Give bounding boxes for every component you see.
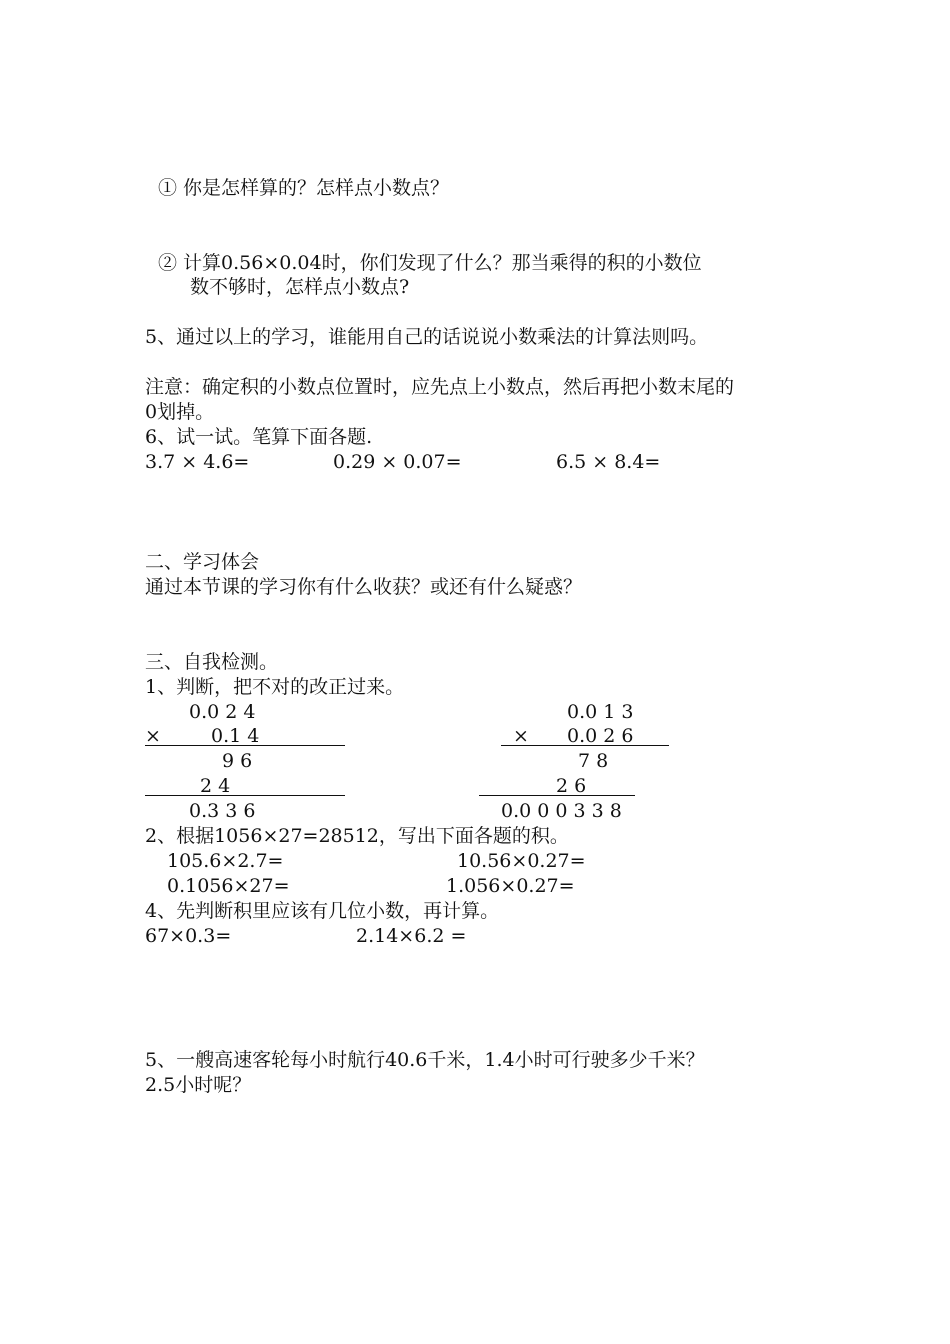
calc-a-partial-1: 9 6 (222, 750, 253, 772)
decimal-places-question: 4、先判断积里应该有几位小数，再计算。 (145, 900, 500, 922)
product-item-4: 1.056×0.27= (446, 875, 575, 897)
word-problem-line2: 2.5小时呢？ (145, 1074, 252, 1096)
note-line2: 0划掉。 (145, 401, 215, 423)
decimal-item-1: 67×0.3= (145, 925, 232, 947)
calc-b-multiplier: 0.0 2 6 (567, 725, 634, 747)
item-5: 5、通过以上的学习，谁能用自己的话说说小数乘法的计算法则吗。 (145, 326, 709, 348)
product-item-3: 0.1056×27= (167, 875, 290, 897)
calc-a-partial-2: 2 4 (200, 775, 231, 797)
question-2-line1: ② 计算0.56×0.04时，你们发现了什么？那当乘得的积的小数位 (158, 252, 702, 274)
calc-a-rule-1 (145, 745, 345, 746)
product-item-2: 10.56×0.27= (457, 850, 586, 872)
exercise-2: 0.29 × 0.07= (333, 451, 462, 473)
calc-a-multiplicand: 0.0 2 4 (189, 701, 256, 723)
calc-b-rule-1 (501, 745, 669, 746)
word-problem-line1: 5、一艘高速客轮每小时航行40.6千米，1.4小时可行驶多少千米？ (145, 1049, 705, 1071)
note-line1: 注意：确定积的小数点位置时，应先点上小数点，然后再把小数末尾的 (145, 376, 735, 398)
exercise-3: 6.5 × 8.4= (556, 451, 661, 473)
section-2-heading: 二、学习体会 (145, 551, 260, 573)
calc-b-multiplicand: 0.0 1 3 (567, 701, 634, 723)
section-2-prompt: 通过本节课的学习你有什么收获？或还有什么疑惑？ (145, 576, 583, 598)
calc-b-partial-1: 7 8 (578, 750, 609, 772)
calc-b-times-sign: × (513, 725, 529, 747)
question-1: ① 你是怎样算的？怎样点小数点？ (158, 177, 450, 199)
calc-b-partial-2: 2 6 (556, 775, 587, 797)
product-item-1: 105.6×2.7= (167, 850, 284, 872)
exercise-1: 3.7 × 4.6= (145, 451, 250, 473)
calc-b-result: 0.0 0 0 3 3 8 (501, 800, 622, 822)
calc-b-rule-2 (479, 795, 635, 796)
calc-a-result: 0.3 3 6 (189, 800, 256, 822)
question-2-line2: 数不够时，怎样点小数点? (190, 276, 410, 298)
calc-a-multiplier: 0.1 4 (211, 725, 260, 747)
decimal-item-2: 2.14×6.2 = (356, 925, 467, 947)
judge-question: 1、判断，把不对的改正过来。 (145, 676, 405, 698)
calc-a-rule-2 (145, 795, 345, 796)
item-6: 6、试一试。笔算下面各题. (145, 426, 373, 448)
section-3-heading: 三、自我检测。 (145, 651, 279, 673)
product-question: 2、根据1056×27=28512，写出下面各题的积。 (145, 825, 569, 847)
calc-a-times-sign: × (145, 725, 161, 747)
